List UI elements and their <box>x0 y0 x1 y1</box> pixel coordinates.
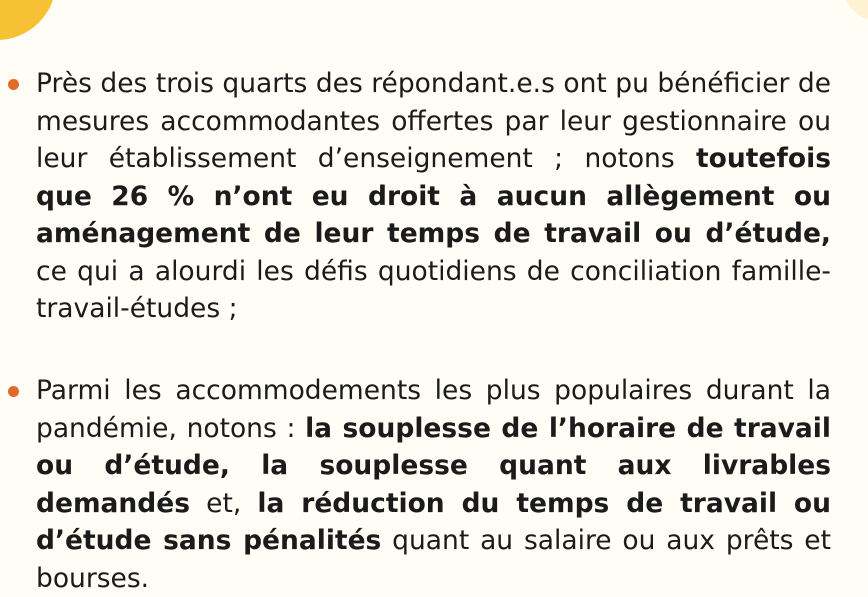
faint-circle-decoration <box>844 0 868 20</box>
bullet-bold-text: la réduction du temps de travail ou d’étude sans pénalités <box>36 487 832 556</box>
yellow-circle-decoration <box>0 0 56 40</box>
bullet-text: ce qui a alourdi les défis quotidiens de conciliation famille-travail-études ; <box>36 255 831 324</box>
bullet-item-accommodations-share <box>36 65 831 328</box>
bullet-text: Près des trois quarts des répondant.e.s ont pu bénéficier de mesures accommodantes offertes par leur gestionnaire ou leur établissement d’enseignement ; notons <box>36 68 831 174</box>
bullet-text: Parmi les accommodements les plus populaires durant la pandémie, notons : <box>36 375 831 444</box>
bullet-dot-icon <box>8 79 19 90</box>
bullet-bold-text: toutefois que 26 % n’ont eu droit à aucun allègement ou aménagement de leur temps de travail ou d’étude, <box>36 143 831 249</box>
bullet-bold-text: la souplesse de l’horaire de travail ou d’étude, la souplesse quant aux livrables demandés <box>36 412 831 519</box>
bullet-text: et, <box>190 487 258 519</box>
bullet-item-popular-accommodations <box>36 372 831 597</box>
bullet-dot-icon <box>8 386 19 397</box>
bullet-text: quant au salaire ou aux prêts et bourses. <box>36 525 831 594</box>
